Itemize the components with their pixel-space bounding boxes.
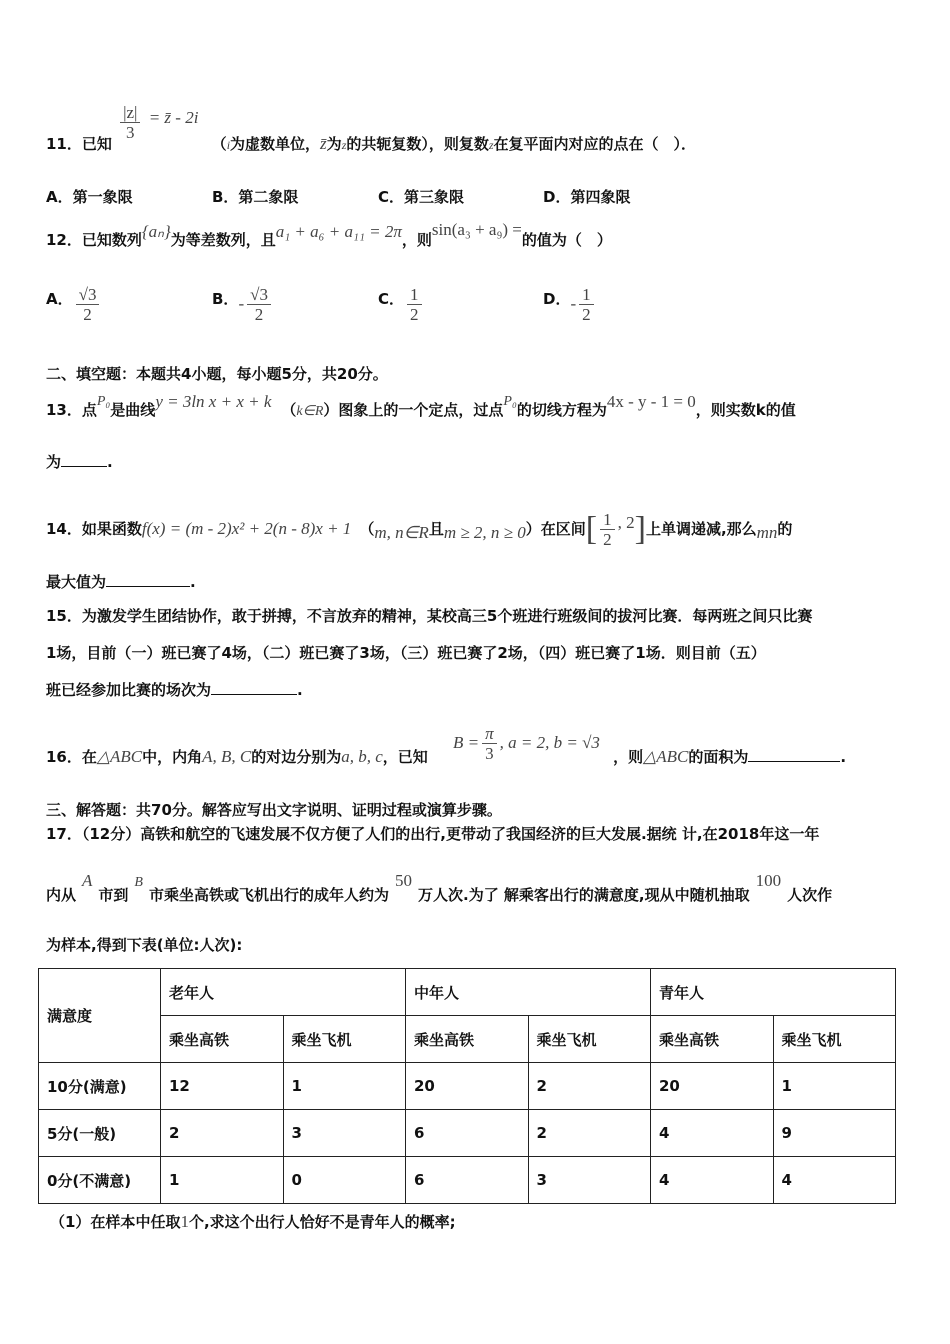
- q17-math: A: [82, 871, 93, 890]
- q16-text: 中，内角: [142, 748, 203, 766]
- q16-text: 的面积为: [688, 748, 749, 766]
- question-17-part1: [50, 1212, 456, 1232]
- sub-header: 乘坐飞机: [773, 1016, 896, 1063]
- q13-math: P₀: [503, 394, 517, 409]
- frac-den: 3: [485, 744, 494, 763]
- q13-math: k∈R: [296, 404, 324, 419]
- question-17-line2: [46, 871, 833, 907]
- question-15-line3: [46, 680, 303, 700]
- question-13: [46, 392, 796, 422]
- frac-den: 2: [83, 305, 92, 324]
- q13-text: （: [281, 401, 297, 419]
- q16-math: , a = 2, b = √3: [499, 733, 600, 752]
- q13-text: ）图象上的一个定点，过点: [323, 401, 504, 419]
- q11-math: z̄: [320, 134, 327, 153]
- table-cell: 1: [161, 1157, 284, 1204]
- table-cell: 9: [773, 1110, 896, 1157]
- q14-math: , 2: [617, 513, 635, 532]
- q14-text: 最大值为: [46, 573, 107, 591]
- q16-math: a, b, c: [341, 747, 383, 766]
- q16-math: A, B, C: [202, 747, 252, 766]
- q11-fraction: [120, 103, 140, 142]
- table-cell: 3: [283, 1110, 406, 1157]
- q13-math: 4x - y - 1 = 0: [606, 392, 696, 411]
- q16-text: ，则: [613, 748, 644, 766]
- frac-den: 2: [254, 305, 264, 324]
- option-sign: -: [238, 294, 245, 313]
- group-header: 中年人: [406, 969, 651, 1016]
- q15-text: .: [297, 681, 303, 699]
- table-cell: 20: [651, 1063, 774, 1110]
- q13-answer-line: [46, 452, 113, 472]
- option-label: C．: [378, 290, 405, 308]
- question-15-line1: 15．为激发学生团结协作，敢于拼搏，不言放弃的精神，某校高三5个班进行班级间的拔河比赛．每两班之间只比赛: [46, 607, 813, 625]
- q14-text: 且: [428, 520, 444, 538]
- q14-answer-line: [46, 572, 196, 592]
- table-cell: 0: [283, 1157, 406, 1204]
- frac-num: √3: [76, 285, 100, 305]
- q11-math: z: [488, 138, 494, 152]
- table-cell: 1: [773, 1063, 896, 1110]
- q17-math: 1: [180, 1212, 189, 1231]
- q11-math: i: [226, 138, 231, 152]
- answer-blank[interactable]: [106, 572, 190, 587]
- q17-text: 个,求这个出行人恰好不是青年人的概率;: [188, 1213, 456, 1231]
- answer-blank[interactable]: [211, 680, 297, 695]
- question-16: [46, 724, 847, 777]
- table-cell: 12: [161, 1063, 284, 1110]
- row-label: 0分(不满意): [39, 1157, 161, 1204]
- q12-text: 的值为（ ）: [521, 231, 612, 249]
- q17-text: （1）在样本中任取: [50, 1213, 181, 1231]
- q14-math: mn: [756, 523, 778, 542]
- question-14: 14．如果函数f(x) = (m - 2)x² + 2(n - 8)x + 1 （m, n∈R且m ≥ 2, n ≥ 0）在区间[ $\frac{1}{2}$ , 2]上单调递减,那么mn的: [46, 510, 793, 549]
- table-row: [39, 1157, 896, 1204]
- frac-den: 2: [410, 305, 419, 324]
- frac-num: |z|: [120, 103, 140, 123]
- option-a: A．第一象限: [46, 188, 133, 206]
- q14-text: 14．如果函数: [46, 520, 142, 538]
- q17-text: 万人次.为了 解乘客出行的满意度,现从中随机抽取: [418, 886, 750, 904]
- sub-header: 乘坐高铁: [651, 1016, 774, 1063]
- q13-text: ，则实数k的值: [695, 401, 796, 419]
- frac-num: √3: [247, 285, 271, 305]
- table-cell: 1: [283, 1063, 406, 1110]
- q11-equation: = z̄ - 2i: [148, 108, 199, 127]
- q11-text: 为: [326, 135, 342, 153]
- row-label: 5分(一般): [39, 1110, 161, 1157]
- option-d: [543, 285, 597, 324]
- q12-text: 12．已知数列: [46, 231, 142, 249]
- section-3-heading: 三、解答题：共70分。解答应写出文字说明、证明过程或演算步骤。: [46, 801, 502, 819]
- q16-text: 16．在: [46, 748, 97, 766]
- q16-math: △ABC: [96, 747, 143, 766]
- option-c: C．第三象限: [378, 188, 465, 206]
- q11-text: 为虚数单位，: [230, 135, 321, 153]
- frac-den: 3: [126, 123, 135, 142]
- option-d: D．第四象限: [543, 188, 631, 206]
- table-cell: 6: [406, 1157, 529, 1204]
- option-sign: -: [570, 294, 577, 313]
- table-row: [39, 1063, 896, 1110]
- frac-den: 2: [603, 530, 612, 549]
- q14-math: f(x) = (m - 2)x² + 2(n - 8)x + 1: [141, 519, 352, 538]
- section-2-heading: 二、填空题：本题共4小题，每小题5分，共20分。: [46, 365, 388, 383]
- q17-text: 内从: [46, 886, 77, 904]
- q13-math: y = 3ln x + x + k: [155, 392, 272, 411]
- q12-text: 为等差数列，且: [170, 231, 276, 249]
- table-row: [39, 1110, 896, 1157]
- q12-math: sin(a₃ + a₉) =: [431, 220, 522, 239]
- table-cell: 2: [161, 1110, 284, 1157]
- q17-math: 100: [755, 871, 782, 890]
- answer-blank[interactable]: [748, 747, 840, 762]
- interval-fraction: [600, 510, 615, 549]
- q11-text: 11．已知: [46, 135, 112, 153]
- q12-math: {aₙ}: [141, 222, 171, 241]
- q11-text: （: [211, 135, 227, 153]
- q13-text: 为: [46, 453, 62, 471]
- group-header: 青年人: [651, 969, 896, 1016]
- q14-math: m ≥ 2, n ≥ 0: [443, 523, 526, 542]
- group-header: 老年人: [161, 969, 406, 1016]
- question-15-line2: 1场，目前（一）班已赛了4场，（二）班已赛了3场，（三）班已赛了2场，（四）班已赛了1场．则目前（五）: [46, 644, 766, 662]
- q16-text: ，已知: [382, 748, 428, 766]
- q11-math: z: [341, 138, 347, 152]
- option-label: B．: [212, 290, 239, 308]
- q14-text: ）在区间: [525, 520, 586, 538]
- table-cell: 2: [528, 1110, 651, 1157]
- q11-text: 在复平面内对应的点在（ ）．: [493, 135, 697, 153]
- table-cell: 4: [773, 1157, 896, 1204]
- frac-num: 1: [579, 285, 594, 305]
- option-a: [46, 285, 102, 324]
- option-label: A．: [46, 290, 73, 308]
- question-12: [46, 220, 612, 250]
- sub-header: 乘坐高铁: [161, 1016, 284, 1063]
- q16-math: △ABC: [643, 747, 689, 766]
- q14-text: （: [359, 520, 375, 538]
- q16-math: B =: [453, 733, 480, 752]
- q16-text: .: [840, 748, 847, 766]
- q17-math: B: [134, 875, 143, 890]
- q17-text: 人次作: [787, 886, 833, 904]
- q13-math: P₀: [96, 394, 111, 409]
- table-corner-header: 满意度: [39, 969, 161, 1063]
- frac-den: 2: [582, 305, 591, 324]
- sub-header: 乘坐高铁: [406, 1016, 529, 1063]
- answer-blank[interactable]: [61, 452, 107, 467]
- q13-text: 是曲线: [110, 401, 156, 419]
- question-17-line1: 17．（12分）高铁和航空的飞速发展不仅方便了人们的出行,更带动了我国经济的巨大发展.据统 计,在2018年这一年: [46, 825, 820, 843]
- q12-math: a₁ + a₆ + a₁₁ = 2π: [275, 222, 402, 241]
- table-cell: 20: [406, 1063, 529, 1110]
- option-label: D．: [543, 290, 571, 308]
- sub-header: 乘坐飞机: [283, 1016, 406, 1063]
- q13-text: 的切线方程为: [516, 401, 607, 419]
- frac-num: 1: [600, 510, 615, 530]
- table-cell: 4: [651, 1110, 774, 1157]
- table-cell: 2: [528, 1063, 651, 1110]
- q17-math: 50: [395, 871, 412, 890]
- option-c: [378, 285, 425, 324]
- question-17-line3: 为样本,得到下表(单位:人次):: [46, 936, 243, 954]
- table-cell: 6: [406, 1110, 529, 1157]
- option-b: [212, 285, 274, 324]
- q13-text: .: [107, 453, 113, 471]
- q14-text: 上单调递减,那么: [645, 520, 757, 538]
- row-label: 10分(满意): [39, 1063, 161, 1110]
- q12-text: ，则: [401, 231, 432, 249]
- q13-text: 13．点: [46, 401, 97, 419]
- table-cell: 3: [528, 1157, 651, 1204]
- table-cell: 4: [651, 1157, 774, 1204]
- q12-options: [46, 285, 906, 335]
- question-11: [46, 105, 696, 155]
- q16-text: 的对边分别为: [251, 748, 342, 766]
- q17-text: 市乘坐高铁或飞机出行的成年人约为: [148, 886, 389, 904]
- satisfaction-table: [38, 968, 896, 1204]
- sub-header: 乘坐飞机: [528, 1016, 651, 1063]
- frac-num: 1: [407, 285, 422, 305]
- q15-text: 班已经参加比赛的场次为: [46, 681, 212, 699]
- q14-text: .: [190, 573, 196, 591]
- q17-text: 市到: [98, 886, 129, 904]
- option-b: B．第二象限: [212, 188, 299, 206]
- q11-text: 的共轭复数），则复数: [346, 135, 489, 153]
- q14-text: 的: [777, 520, 793, 538]
- frac-num: π: [482, 724, 497, 744]
- q14-math: m, n∈R: [374, 523, 429, 542]
